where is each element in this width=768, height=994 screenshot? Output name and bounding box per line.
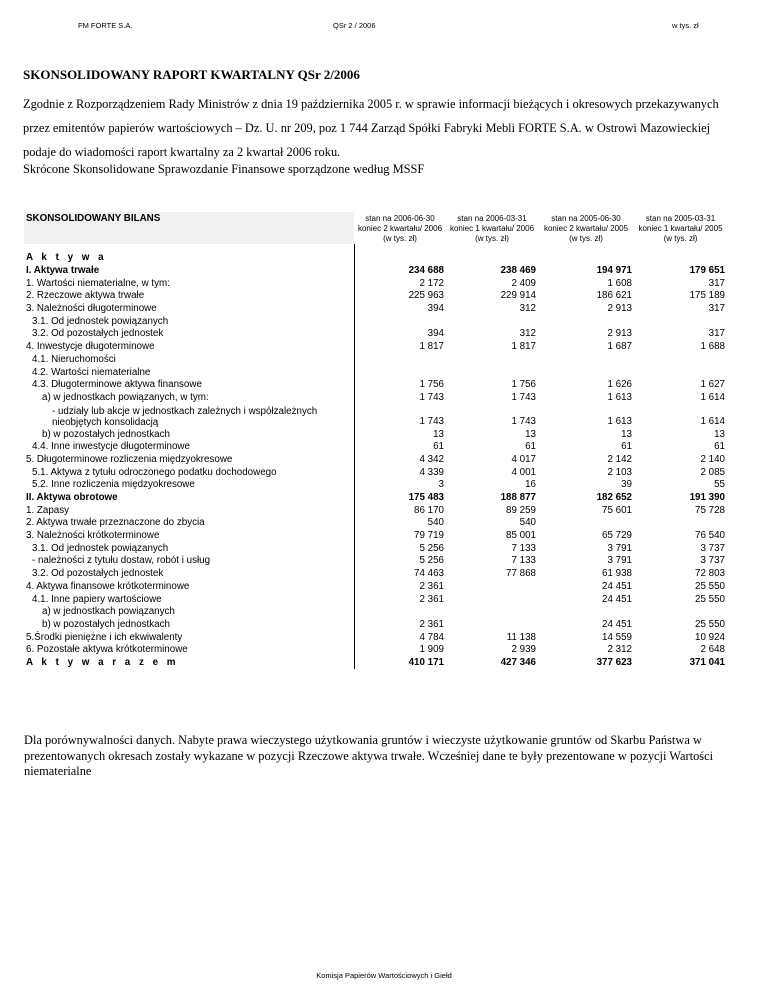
table-row <box>24 631 727 644</box>
column-header-unit: (w tys. zł) <box>475 234 509 243</box>
value-cell: 13 <box>714 428 725 440</box>
row-label: 4. Inwestycje długoterminowe <box>24 341 354 354</box>
column-header-period: koniec 2 kwartału/ 2005 <box>543 224 629 233</box>
value-cell: 4 784 <box>419 631 444 643</box>
value-cell: 1 614 <box>700 416 725 428</box>
value-cell: 1 743 <box>419 391 444 403</box>
value-cell: 377 623 <box>596 656 632 668</box>
table-row <box>24 341 727 354</box>
table-row <box>24 454 727 467</box>
value-cell: 4 342 <box>419 453 444 465</box>
table-row <box>24 593 727 606</box>
value-cell: 11 138 <box>506 631 536 643</box>
value-cell: 1 756 <box>419 379 444 391</box>
value-cell: 24 451 <box>602 618 632 630</box>
value-cell: 312 <box>519 328 536 340</box>
value-cell: 238 469 <box>500 265 536 277</box>
row-label: 4.1. Nieruchomości <box>24 354 354 367</box>
value-cell: 540 <box>427 517 444 529</box>
value-cell: 61 938 <box>602 568 632 580</box>
table-row <box>24 504 727 517</box>
value-cell: 2 172 <box>419 277 444 289</box>
value-cell: 79 719 <box>414 530 444 542</box>
value-cell: 1 613 <box>607 416 632 428</box>
table-row <box>24 657 727 670</box>
value-cell: 175 189 <box>689 290 725 302</box>
value-cell: 13 <box>621 428 632 440</box>
column-header-2 <box>446 212 538 244</box>
column-header-date: stan na 2005-03-31 <box>645 214 716 223</box>
value-cell: 2 103 <box>607 466 632 478</box>
value-cell: 24 451 <box>602 593 632 605</box>
value-cell: 4 001 <box>511 466 536 478</box>
value-cell <box>634 252 727 265</box>
row-label: 3.2. Od pozostałych jednostek <box>24 328 354 341</box>
table-row <box>24 428 727 441</box>
column-header-period: koniec 1 kwartału/ 2006 <box>449 224 535 233</box>
value-cell: 1 756 <box>511 379 536 391</box>
value-cell: 3 737 <box>700 542 725 554</box>
column-header-3 <box>538 212 634 244</box>
value-cell: 191 390 <box>689 492 725 504</box>
value-cell: 3 791 <box>607 555 632 567</box>
table-row <box>24 581 727 594</box>
value-cell: 55 <box>714 479 725 491</box>
value-cell: 13 <box>433 428 444 440</box>
value-cell: 65 729 <box>602 530 632 542</box>
value-cell: 7 133 <box>511 555 536 567</box>
value-cell: 39 <box>621 479 632 491</box>
value-cell: 1 817 <box>419 341 444 353</box>
table-row <box>24 315 727 328</box>
value-cell: 74 463 <box>414 568 444 580</box>
row-label: 1. Wartości niematerialne, w tym: <box>24 277 354 290</box>
row-label: b) w pozostałych jednostkach <box>24 619 354 632</box>
table-row <box>24 644 727 657</box>
value-cell <box>354 354 446 367</box>
table-row <box>24 290 727 303</box>
table-row <box>24 555 727 568</box>
row-label: 3. Należności długoterminowe <box>24 303 354 316</box>
value-cell: 75 601 <box>602 504 632 516</box>
value-cell: 2 361 <box>419 593 444 605</box>
row-label: I. Aktywa trwałe <box>24 265 354 278</box>
value-cell: 7 133 <box>511 542 536 554</box>
value-cell: 86 170 <box>414 504 444 516</box>
value-cell: 72 803 <box>695 568 725 580</box>
value-cell <box>634 315 727 328</box>
table-row <box>24 277 727 290</box>
value-cell: 371 041 <box>689 656 725 668</box>
row-label: A k t y w a <box>24 252 354 265</box>
value-cell <box>354 252 446 265</box>
value-cell <box>354 366 446 379</box>
row-label: 2. Aktywa trwałe przeznaczone do zbycia <box>24 517 354 530</box>
table-row <box>24 404 727 428</box>
value-cell: 2 939 <box>511 644 536 656</box>
value-cell: 2 913 <box>607 303 632 315</box>
value-cell: 2 140 <box>700 453 725 465</box>
row-label: A k t y w a r a z e m <box>24 657 354 670</box>
value-cell: 182 652 <box>596 492 632 504</box>
row-label: 2. Rzeczowe aktywa trwałe <box>24 290 354 303</box>
value-cell <box>446 606 538 619</box>
table-row <box>24 606 727 619</box>
row-label: 3. Należności krótkoterminowe <box>24 530 354 543</box>
value-cell: 61 <box>525 441 536 453</box>
value-cell: 1 613 <box>607 391 632 403</box>
value-cell: 175 483 <box>408 492 444 504</box>
row-label: a) w jednostkach powiązanych, w tym: <box>24 392 354 405</box>
value-cell: 317 <box>708 328 725 340</box>
value-cell: 1 608 <box>607 277 632 289</box>
value-cell: 1 817 <box>511 341 536 353</box>
row-label: 3.1. Od jednostek powiązanych <box>24 315 354 328</box>
column-header-period: koniec 1 kwartału/ 2005 <box>638 224 723 233</box>
page-footer: Komisja Papierów Wartościowych i Giełd <box>316 971 452 980</box>
value-cell: 1 688 <box>700 341 725 353</box>
header-company: FM FORTE S.A. <box>78 21 133 30</box>
table-row <box>24 328 727 341</box>
value-cell <box>538 606 634 619</box>
value-cell: 1 687 <box>607 341 632 353</box>
row-label: 5.Środki pieniężne i ich ekwiwalenty <box>24 631 354 644</box>
value-cell <box>634 354 727 367</box>
table-row <box>24 568 727 581</box>
row-label: - należności z tytułu dostaw, robót i usług <box>24 555 354 568</box>
value-cell: 61 <box>714 441 725 453</box>
value-cell <box>634 517 727 530</box>
value-cell <box>446 593 538 606</box>
value-cell: 1 909 <box>419 644 444 656</box>
value-cell: 76 540 <box>695 530 725 542</box>
column-header-date: stan na 2006-06-30 <box>365 214 435 223</box>
value-cell: 410 171 <box>408 656 444 668</box>
table-row <box>24 441 727 454</box>
value-cell: 2 142 <box>607 453 632 465</box>
value-cell: 2 913 <box>607 328 632 340</box>
table-row <box>24 379 727 392</box>
value-cell <box>538 252 634 265</box>
row-label: b) w pozostałych jednostkach <box>24 428 354 441</box>
value-cell: 2 361 <box>419 580 444 592</box>
row-label: 4.3. Długoterminowe aktywa finansowe <box>24 379 354 392</box>
row-label: 5.2. Inne rozliczenia międzyokresowe <box>24 479 354 492</box>
value-cell: 2 648 <box>700 644 725 656</box>
statement-subtitle: Skrócone Skonsolidowane Sprawozdanie Finansowe sporządzone według MSSF <box>23 162 425 176</box>
header-report-id: QSr 2 / 2006 <box>333 21 376 30</box>
value-cell: 3 791 <box>607 542 632 554</box>
value-cell: 85 001 <box>506 530 536 542</box>
value-cell: 194 971 <box>596 265 632 277</box>
value-cell <box>634 606 727 619</box>
column-header-date: stan na 2005-06-30 <box>551 214 621 223</box>
value-cell: 4 017 <box>511 453 536 465</box>
column-header-unit: (w tys. zł) <box>663 234 698 243</box>
table-row <box>24 479 727 492</box>
value-cell: 229 914 <box>500 290 536 302</box>
value-cell <box>446 619 538 632</box>
value-cell: 225 963 <box>408 290 444 302</box>
value-cell: 75 728 <box>695 504 725 516</box>
row-label: 5. Długoterminowe rozliczenia międzyokresowe <box>24 454 354 467</box>
value-cell: 13 <box>525 428 536 440</box>
value-cell: 317 <box>708 303 725 315</box>
table-row <box>24 517 727 530</box>
value-cell: 1 743 <box>511 416 536 428</box>
value-cell: 89 259 <box>506 504 536 516</box>
value-cell: 394 <box>427 303 444 315</box>
row-label: - udziały lub akcje w jednostkach zależnych i współzależnych nieobjętych konsolidacją <box>24 404 354 428</box>
table-row <box>24 466 727 479</box>
value-cell: 1 627 <box>700 379 725 391</box>
value-cell: 14 559 <box>602 631 632 643</box>
value-cell <box>354 606 446 619</box>
value-cell: 317 <box>708 277 725 289</box>
table-row <box>24 619 727 632</box>
row-label: 4.4. Inne inwestycje długoterminowe <box>24 441 354 454</box>
value-cell: 25 550 <box>695 580 725 592</box>
value-cell: 1 626 <box>607 379 632 391</box>
row-label: 6. Pozostałe aktywa krótkoterminowe <box>24 644 354 657</box>
value-cell: 188 877 <box>500 492 536 504</box>
row-label: 4.1. Inne papiery wartościowe <box>24 593 354 606</box>
comparability-note: Dla porównywalności danych. Nabyte prawa wieczystego użytkowania gruntów i wieczyste użytkowanie gruntów od Skarbu Państwa w prezentowanych okresach zostały wykazane w pozycji Rzeczowe aktywa trwałe. Wcześniej dane te były prezentowane w pozycji Wartości niematerialne <box>24 733 714 778</box>
table-corner-label: SKONSOLIDOWANY BILANS <box>24 212 354 244</box>
value-cell <box>634 366 727 379</box>
value-cell: 3 <box>438 479 444 491</box>
value-cell: 540 <box>519 517 536 529</box>
value-cell: 2 085 <box>700 466 725 478</box>
value-cell: 25 550 <box>695 593 725 605</box>
column-header-1 <box>354 212 446 244</box>
value-cell: 5 256 <box>419 542 444 554</box>
table-row <box>24 492 727 505</box>
table-row <box>24 392 727 405</box>
value-cell <box>446 315 538 328</box>
table-row <box>24 354 727 367</box>
value-cell <box>446 354 538 367</box>
value-cell <box>446 252 538 265</box>
column-header-unit: (w tys. zł) <box>569 234 603 243</box>
value-cell: 5 256 <box>419 555 444 567</box>
value-cell: 1 614 <box>700 391 725 403</box>
value-cell <box>538 517 634 530</box>
value-cell: 179 651 <box>689 265 725 277</box>
row-label: II. Aktywa obrotowe <box>24 492 354 505</box>
value-cell <box>538 315 634 328</box>
value-cell: 1 743 <box>419 416 444 428</box>
intro-paragraph: Zgodnie z Rozporządzeniem Rady Ministrów z dnia 19 października 2005 r. w sprawie informacji bieżących i okresowych przekazywanych przez emitentów papierów wartościowych – Dz. U. nr 209, poz 1 744 Zarząd Spółki Fabryki Mebli FORTE S.A. w Ostrowi Mazowieckiej podaje do wiadomości raport kwartalny za 2 kwartał 2006 roku. <box>23 97 719 159</box>
value-cell: 10 924 <box>695 631 725 643</box>
value-cell <box>354 315 446 328</box>
table-row <box>24 530 727 543</box>
balance-sheet-table <box>24 212 728 669</box>
value-cell: 234 688 <box>408 265 444 277</box>
table-row <box>24 303 727 316</box>
table-row <box>24 542 727 555</box>
value-cell: 2 409 <box>511 277 536 289</box>
value-cell: 427 346 <box>500 656 536 668</box>
value-cell <box>446 366 538 379</box>
value-cell: 186 621 <box>596 290 632 302</box>
value-cell: 25 550 <box>695 618 725 630</box>
value-cell: 61 <box>433 441 444 453</box>
row-label: a) w jednostkach powiązanych <box>24 606 354 619</box>
row-label: 3.1. Od jednostek powiązanych <box>24 542 354 555</box>
row-label: 4.2. Wartości niematerialne <box>24 366 354 379</box>
value-cell: 2 312 <box>607 644 632 656</box>
value-cell: 16 <box>525 479 536 491</box>
value-cell: 312 <box>519 303 536 315</box>
column-header-4 <box>634 212 727 244</box>
value-cell: 1 743 <box>511 391 536 403</box>
value-cell: 4 339 <box>419 466 444 478</box>
header-unit: w tys. zł <box>672 21 699 30</box>
value-cell: 394 <box>427 328 444 340</box>
value-cell: 77 868 <box>506 568 536 580</box>
table-row <box>24 265 727 278</box>
column-header-unit: (w tys. zł) <box>383 234 417 243</box>
value-cell: 24 451 <box>602 580 632 592</box>
value-cell <box>538 366 634 379</box>
document-title: SKONSOLIDOWANY RAPORT KWARTALNY QSr 2/2006 <box>23 67 360 82</box>
column-header-period: koniec 2 kwartału/ 2006 <box>357 224 443 233</box>
value-cell <box>446 581 538 594</box>
row-label: 4. Aktywa finansowe krótkoterminowe <box>24 581 354 594</box>
value-cell: 3 737 <box>700 555 725 567</box>
table-row <box>24 252 727 265</box>
row-label: 3.2. Od pozostałych jednostek <box>24 568 354 581</box>
row-label: 5.1. Aktywa z tytułu odroczonego podatku dochodowego <box>24 466 354 479</box>
row-label: 1. Zapasy <box>24 504 354 517</box>
value-cell <box>538 354 634 367</box>
value-cell: 61 <box>621 441 632 453</box>
value-cell: 2 361 <box>419 618 444 630</box>
column-header-date: stan na 2006-03-31 <box>457 214 527 223</box>
table-row <box>24 366 727 379</box>
